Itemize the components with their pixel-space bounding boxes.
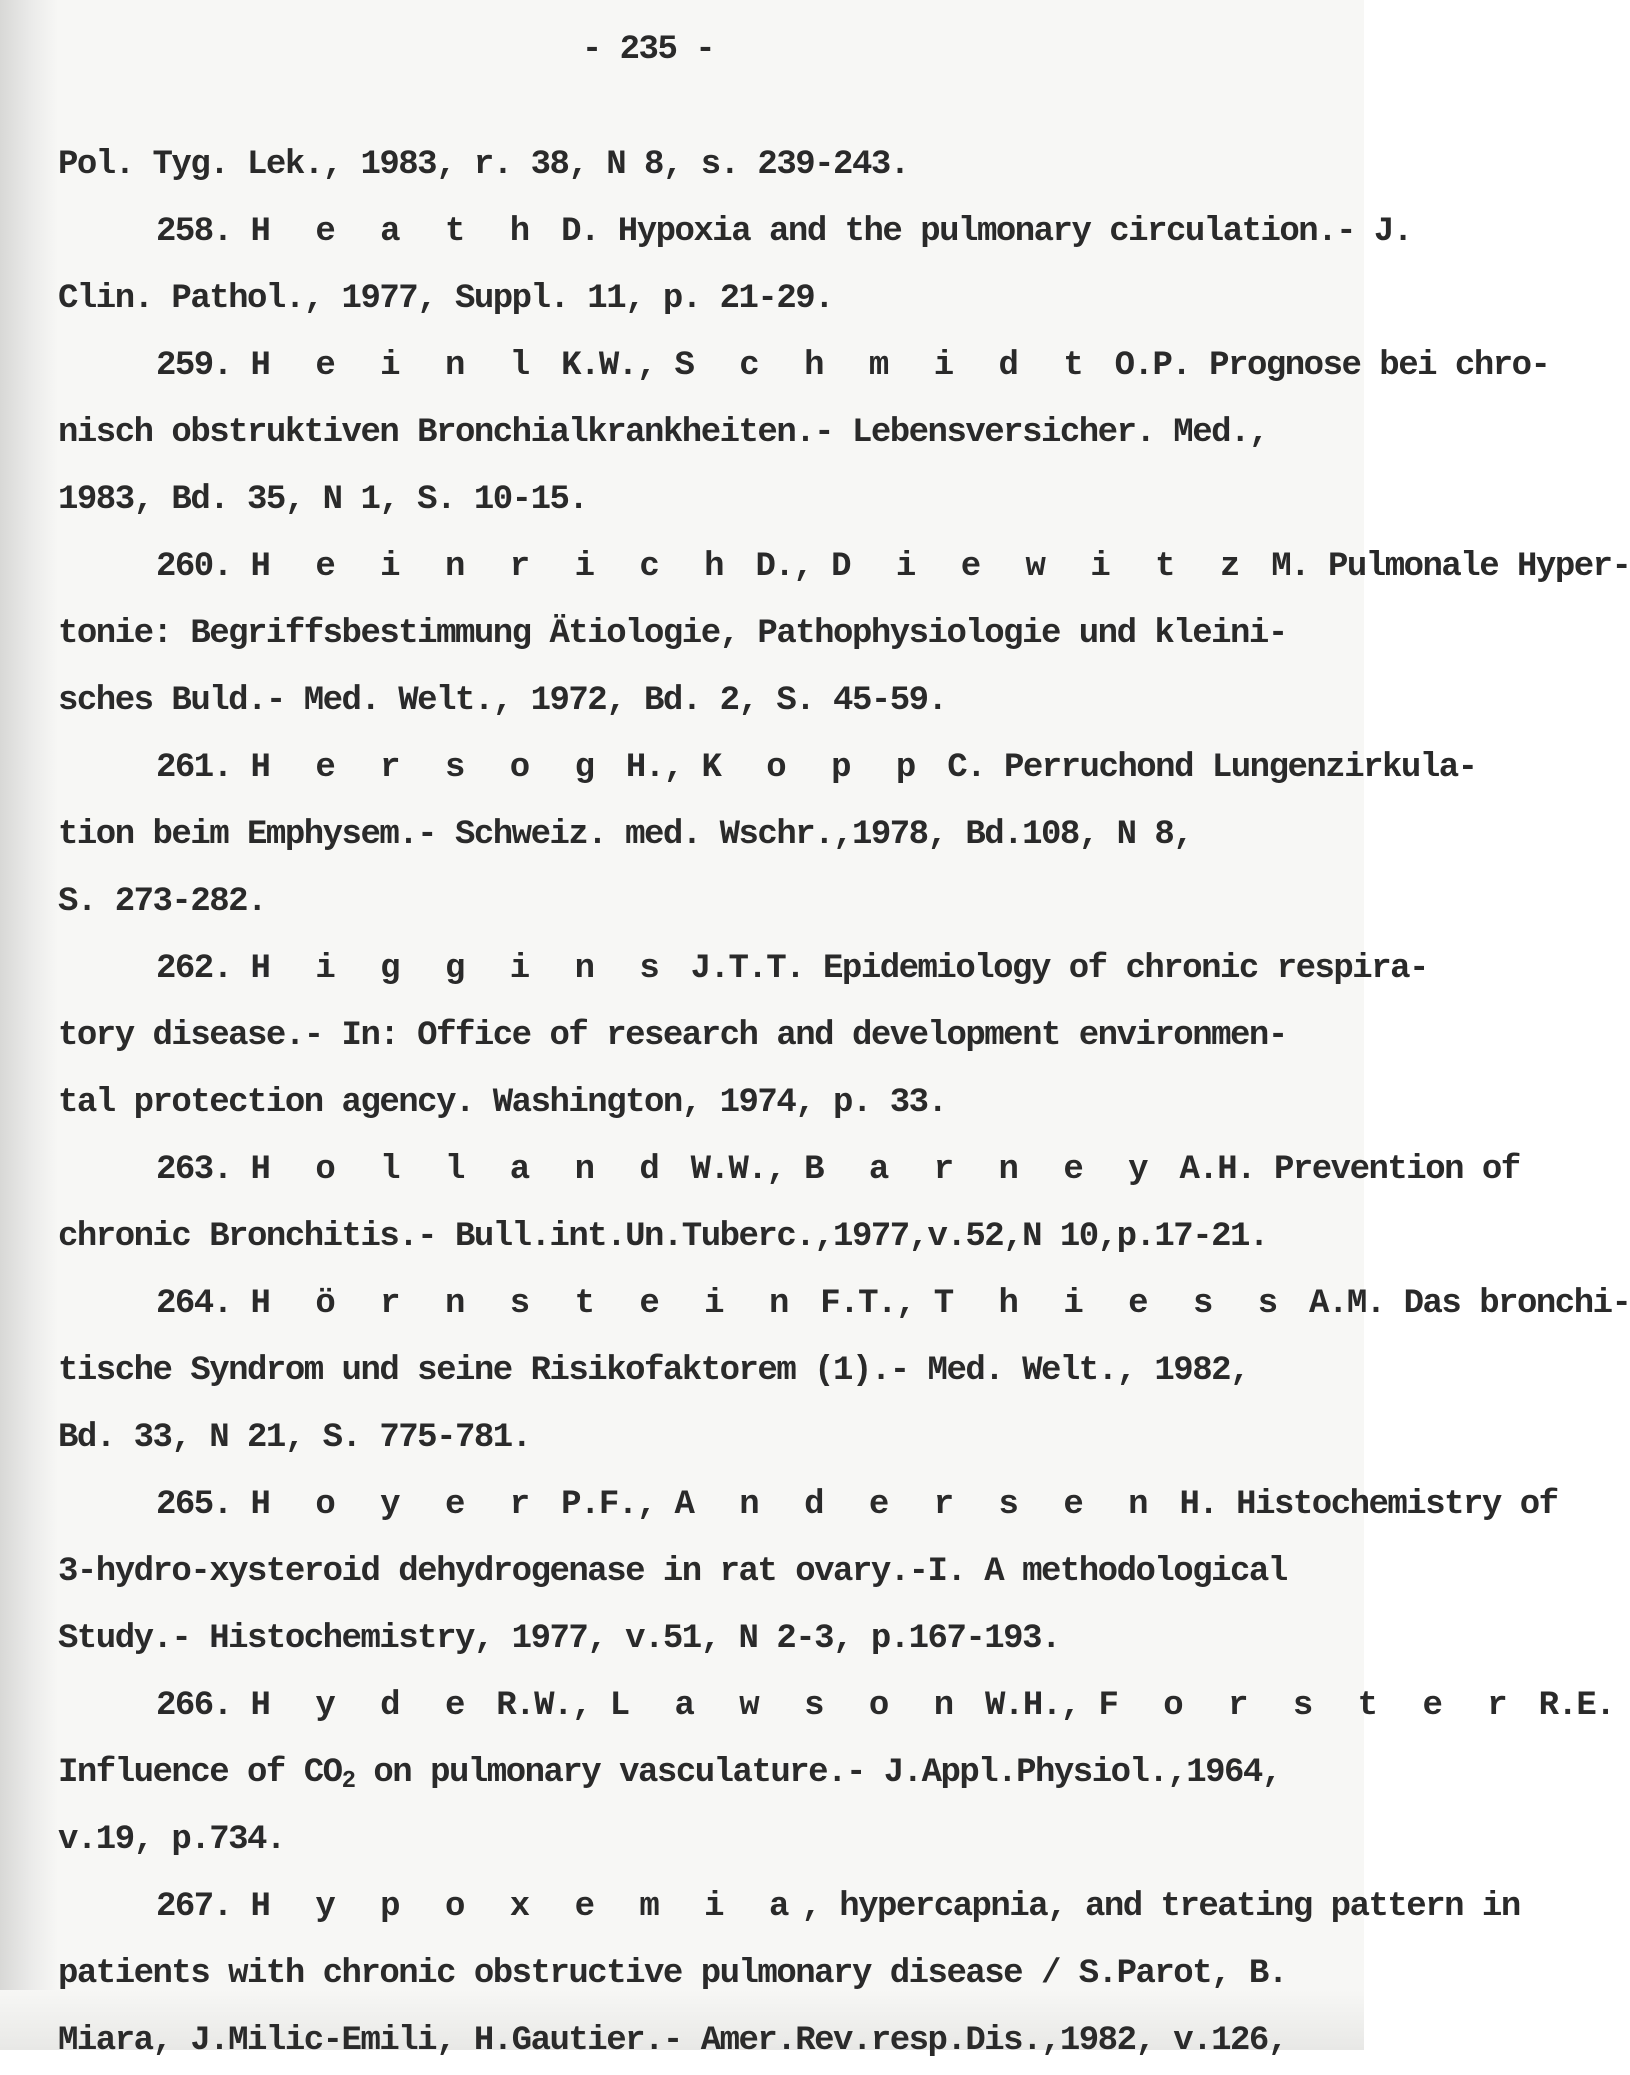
page-number: - 235 - <box>581 31 715 69</box>
reference-text: Influence of CO <box>58 1754 342 1792</box>
reference-number: 258. <box>156 213 232 251</box>
subscript: 2 <box>341 1768 355 1795</box>
reference-number: 266. <box>156 1687 232 1725</box>
reference-author: S c h m i d t <box>674 347 1096 385</box>
reference-260-line-3: sches Buld.- Med. Welt., 1972, Bd. 2, S. 45-59. <box>58 682 947 720</box>
reference-263-line-1 <box>58 1137 1520 1204</box>
reference-267-line-1 <box>58 1874 1520 1941</box>
reference-number: 260. <box>156 548 232 586</box>
reference-267-line-3: Miara, J.Milic-Emili, H.Gautier.- Amer.Rev.resp.Dis.,1982, v.126, <box>58 2022 1287 2060</box>
reference-text: M. Pulmonale Hyper- <box>1252 548 1630 586</box>
reference-266-line-1 <box>58 1673 1615 1740</box>
reference-text: F.T., <box>801 1285 934 1323</box>
reference-text: D. Hypoxia and the pulmonary circulation.- J. <box>542 213 1412 251</box>
reference-author: B a r n e y <box>804 1151 1161 1189</box>
reference-number: 259. <box>156 347 232 385</box>
reference-259-line-1 <box>58 333 1550 400</box>
reference-text: W.H., <box>966 1687 1099 1725</box>
reference-author: K o p p <box>701 749 929 787</box>
reference-author: H o y e r <box>250 1486 543 1524</box>
reference-261-line-1 <box>58 735 1477 802</box>
reference-author: H i g g i n s <box>250 950 672 988</box>
reference-text: H., <box>606 749 702 787</box>
reference-262-line-1 <box>58 936 1428 1003</box>
reference-author: H e a t h <box>250 213 543 251</box>
reference-number: 265. <box>156 1486 232 1524</box>
reference-author: A n d e r s e n <box>674 1486 1161 1524</box>
reference-author: L a w s o n <box>609 1687 967 1725</box>
reference-text: W.W., <box>671 1151 805 1189</box>
reference-258-line-1 <box>58 199 1412 266</box>
reference-265-line-1 <box>58 1472 1558 1539</box>
reference-continuation-line: Pol. Tyg. Lek., 1983, r. 38, N 8, s. 239-243. <box>58 146 909 184</box>
reference-text: , hypercapnia, and treating pattern in <box>801 1888 1520 1926</box>
reference-number: 262. <box>156 950 232 988</box>
reference-text: A.M. Das bronchi- <box>1290 1285 1630 1323</box>
reference-author: H ö r n s t e i n <box>250 1285 802 1323</box>
reference-author: H o l l a n d <box>250 1151 672 1189</box>
reference-number: 263. <box>156 1151 232 1189</box>
reference-text: O.P. Prognose bei chro- <box>1095 347 1550 385</box>
reference-author: H e i n r i c h <box>250 548 737 586</box>
reference-number: 267. <box>156 1888 232 1926</box>
reference-text: K.W., <box>542 347 675 385</box>
reference-text: D., <box>736 548 832 586</box>
reference-text: A.H. Prevention of <box>1160 1151 1520 1189</box>
reference-author: D i e w i t z <box>831 548 1253 586</box>
reference-author: H e r s o g <box>250 749 607 787</box>
reference-author: T h i e s s <box>933 1285 1291 1323</box>
reference-text: R.W., <box>477 1687 610 1725</box>
reference-text: H. Histochemistry of <box>1160 1486 1558 1524</box>
reference-title-spaced: H y p o x e m i a <box>250 1888 802 1926</box>
reference-text: C. Perruchond Lungenzirkula- <box>928 749 1477 787</box>
reference-list <box>58 132 1630 2075</box>
reference-259-line-2: nisch obstruktiven Bronchialkrankheiten.- Lebensversicher. Med., <box>58 414 1268 452</box>
reference-text: P.F., <box>542 1486 675 1524</box>
reference-number: 261. <box>156 749 232 787</box>
reference-264-line-2: tische Syndrom und seine Risikofaktorem (1).- Med. Welt., 1982, <box>58 1352 1249 1390</box>
reference-266-line-2 <box>58 1740 1308 1807</box>
reference-261-line-2: tion beim Emphysem.- Schweiz. med. Wschr.,1978, Bd.108, N 8, <box>58 816 1193 854</box>
reference-267-line-2: patients with chronic obstructive pulmonary disease / S.Parot, B. <box>58 1955 1287 1993</box>
reference-author: H y d e <box>250 1687 478 1725</box>
reference-258-line-2: Clin. Pathol., 1977, Suppl. 11, p. 21-29. <box>58 280 834 318</box>
page-content <box>58 0 1630 2060</box>
reference-260-line-2: tonie: Begriffsbestimmung Ätiologie, Pathophysiologie und kleini- <box>58 615 1287 653</box>
reference-262-line-3: tal protection agency. Washington, 1974, p. 33. <box>58 1084 947 1122</box>
binding-shadow <box>0 0 58 2050</box>
reference-text: J.T.T. Epidemiology of chronic respira- <box>671 950 1428 988</box>
reference-text: R.E. <box>1519 1687 1615 1725</box>
reference-260-line-1 <box>58 534 1630 601</box>
reference-author: F o r s t e r <box>1098 1687 1520 1725</box>
reference-author: H e i n l <box>250 347 543 385</box>
reference-number: 264. <box>156 1285 232 1323</box>
reference-259-line-3: 1983, Bd. 35, N 1, S. 10-15. <box>58 481 588 519</box>
reference-265-line-3: Study.- Histochemistry, 1977, v.51, N 2-3, p.167-193. <box>58 1620 1060 1658</box>
reference-264-line-3: Bd. 33, N 21, S. 775-781. <box>58 1419 531 1457</box>
reference-263-line-2: chronic Bronchitis.- Bull.int.Un.Tuberc.,1977,v.52,N 10,p.17-21. <box>58 1218 1268 1256</box>
reference-264-line-1 <box>58 1271 1630 1338</box>
reference-text: on pulmonary vasculature.- J.Appl.Physiol.,1964, <box>354 1754 1281 1792</box>
reference-261-line-3: S. 273-282. <box>58 883 266 921</box>
reference-262-line-2: tory disease.- In: Office of research and development environmen- <box>58 1017 1287 1055</box>
reference-265-line-2: 3-hydro-xysteroid dehydrogenase in rat ovary.-I. A methodological <box>58 1553 1287 1591</box>
reference-266-line-3: v.19, p.734. <box>58 1821 285 1859</box>
